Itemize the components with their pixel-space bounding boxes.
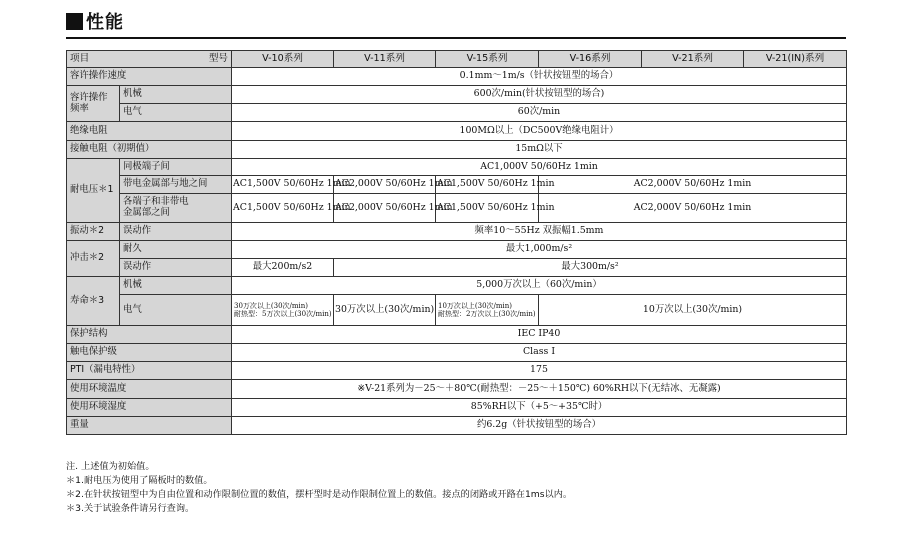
table-row [67,223,847,241]
header-col-v10: V-10系列 [232,51,334,68]
life-v10-line2: 耐热型：5万次以上(30次/min) [234,310,332,318]
row-label-speed: 容许操作速度 [67,68,232,86]
value-temperature: ※V-21系列为－25～＋80℃(耐热型：－25～＋150℃) 60%RH以下(无结冰、无凝露) [232,380,847,399]
row-label-protection: 保护结构 [67,326,232,344]
title-rule [66,37,846,39]
header-col-v11: V-11系列 [334,51,436,68]
value-shock-durable: 最大1,000m/s² [232,241,847,259]
metal-noncharge-line2: 金属部之间 [123,207,170,218]
sub-label-life-elec: 电气 [120,295,232,326]
row-label-life: 寿命＊3 [67,277,120,326]
table-row [67,122,847,141]
table-row [67,194,847,223]
header-item: 项目 [70,53,90,65]
sub-label-life-mech: 机械 [120,277,232,295]
row-label-insulation: 绝缘电阻 [67,122,232,141]
sub-label-freq-elec: 电气 [120,104,232,122]
sub-label-same-pole: 同极端子间 [120,159,232,176]
sub-label-shock-durable: 耐久 [120,241,232,259]
table-row [67,159,847,176]
table-row [67,417,847,435]
row-label-pti: PTI（漏电特性） [67,362,232,380]
value-noncharge-rest: AC2,000V 50/60Hz 1min [539,194,847,223]
row-label-dielectric: 耐电压＊1 [67,159,120,223]
table-row [67,295,847,326]
header-col-v16: V-16系列 [539,51,642,68]
row-label-shock-protection: 触电保护级 [67,344,232,362]
value-pti: 175 [232,362,847,380]
sub-label-freq-mech: 机械 [120,86,232,104]
value-metal-ground-v15: AC1,500V 50/60Hz 1min [436,176,539,194]
value-metal-ground-rest: AC2,000V 50/60Hz 1min [539,176,847,194]
value-shock-malfunction-v10: 最大200m/s2 [232,259,334,277]
section-title [66,8,124,34]
metal-noncharge-line1: 各端子和非带电 [123,196,189,208]
footnote: ＊1.耐电压为使用了隔板时的数值。 [66,475,213,486]
header-col-v15: V-15系列 [436,51,539,68]
row-label-temperature: 使用环境温度 [67,380,232,399]
table-header-row [67,51,847,68]
table-row [67,344,847,362]
table-row [67,176,847,194]
row-label-contact: 接触电阻（初期值） [67,141,232,159]
value-noncharge-v15: AC1,500V 50/60Hz 1min [436,194,539,223]
value-noncharge-v10: AC1,500V 50/60Hz 1min [232,194,334,223]
value-life-elec-v11: 30万次以上(30次/min) [334,295,436,326]
value-noncharge-v11: AC2,000V 50/60Hz 1min [334,194,436,223]
footnote: ＊2.在针状按钮型中为自由位置和动作限制位置的数值，摆杆型时是动作限制位置上的数值。接点的闭路或开路在1ms以内。 [66,489,573,500]
row-label-shock: 冲击＊2 [67,241,120,277]
value-life-elec-v15 [436,295,539,326]
table-row [67,241,847,259]
value-shock-malfunction-rest: 最大300m/s² [334,259,847,277]
value-metal-ground-v10: AC1,500V 50/60Hz 1min [232,176,334,194]
life-v15-line2: 耐热型：2万次以上(30次/min) [438,310,536,318]
performance-table [66,50,847,435]
header-col-v21: V-21系列 [642,51,744,68]
header-item-model [67,51,232,68]
table-row [67,399,847,417]
footnotes [66,460,572,516]
table-row [67,104,847,122]
value-protection: IEC IP40 [232,326,847,344]
value-contact: 15mΩ以下 [232,141,847,159]
value-life-elec-v10 [232,295,334,326]
row-label-weight: 重量 [67,417,232,435]
value-speed: 0.1mm～1m/s（针状按钮型的场合） [232,68,847,86]
sub-label-vibration: 误动作 [120,223,232,241]
value-life-mech: 5,000万次以上（60次/min） [232,277,847,295]
value-life-elec-rest: 10万次以上(30次/min) [539,295,847,326]
footnote: ＊3.关于试验条件请另行查询。 [66,503,195,514]
table-row [67,68,847,86]
table-row [67,86,847,104]
life-v15-line1: 10万次以上(30次/min) [438,301,513,310]
black-square-icon [66,13,83,30]
value-metal-ground-v11: AC2,000V 50/60Hz 1min [334,176,436,194]
value-insulation: 100MΩ以上（DC500V绝缘电阻计） [232,122,847,141]
life-v10-line1: 30万次以上(30次/min) [234,301,309,310]
value-shock-protection: Class Ⅰ [232,344,847,362]
section-title-text: 性能 [86,12,124,33]
value-weight: 约6.2g（针状按钮型的场合） [232,417,847,435]
value-vibration: 频率10～55Hz 双振幅1.5mm [232,223,847,241]
sub-label-metal-noncharge [120,194,232,223]
table-row [67,380,847,399]
footnote: 注. 上述值为初始值。 [66,461,155,472]
value-humidity: 85%RH以下（+5～+35℃时） [232,399,847,417]
table-row [67,326,847,344]
header-model: 型号 [208,53,228,65]
table-row [67,141,847,159]
sub-label-metal-ground: 带电金属部与地之间 [120,176,232,194]
row-label-humidity: 使用环境湿度 [67,399,232,417]
header-col-v21in: V-21(IN)系列 [744,51,847,68]
row-label-vibration: 振动＊2 [67,223,120,241]
value-freq-elec: 60次/min [232,104,847,122]
table-row [67,259,847,277]
row-label-frequency: 容许操作频率 [67,86,120,122]
sub-label-shock-malfunction: 误动作 [120,259,232,277]
table-row [67,277,847,295]
value-same-pole: AC1,000V 50/60Hz 1min [232,159,847,176]
value-freq-mech: 600次/min(针状按钮型的场合) [232,86,847,104]
table-row [67,362,847,380]
